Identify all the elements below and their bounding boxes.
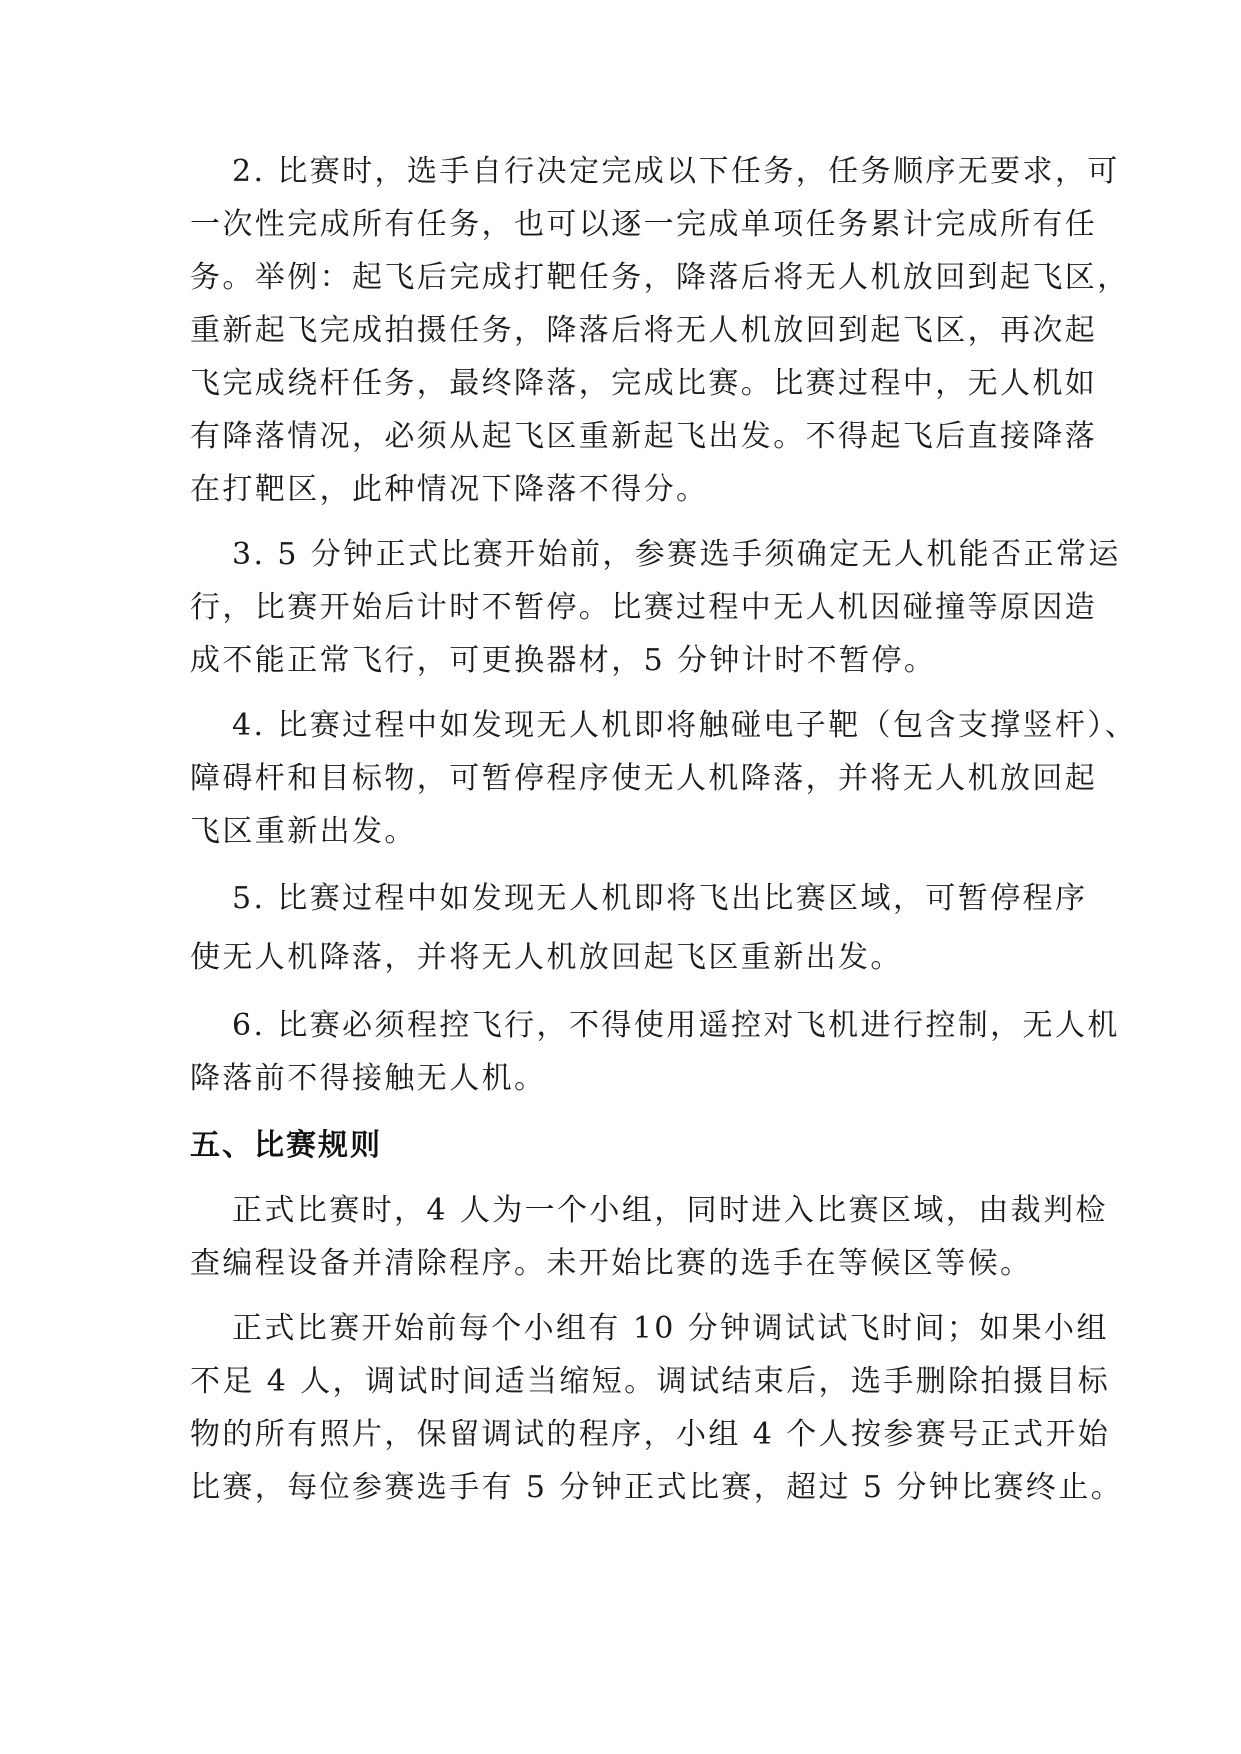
item-5-line-1: 5. 比赛过程中如发现无人机即将飞出比赛区域，可暂停程序: [232, 881, 1088, 916]
item-6-line-1: 6. 比赛必须程控飞行，不得使用遥控对飞机进行控制，无人机: [232, 1008, 1120, 1043]
item-2-line-4: 重新起飞完成拍摄任务，降落后将无人机放回到起飞区，再次起: [190, 313, 1098, 348]
item-2-line-7: 在打靶区，此种情况下降落不得分。: [190, 472, 709, 507]
item-3-line-1: 3. 5 分钟正式比赛开始前，参赛选手须确定无人机能否正常运: [232, 537, 1121, 572]
item-2-line-5: 飞完成绕杆任务，最终降落，完成比赛。比赛过程中，无人机如: [190, 366, 1098, 401]
rules-para-1-line-2: 查编程设备并清除程序。未开始比赛的选手在等候区等候。: [190, 1246, 1033, 1281]
item-2-line-2: 一次性完成所有任务，也可以逐一完成单项任务累计完成所有任: [190, 207, 1098, 242]
item-3-line-2: 行，比赛开始后计时不暂停。比赛过程中无人机因碰撞等原因造: [190, 590, 1098, 625]
section-heading: 五、比赛规则: [190, 1128, 382, 1163]
rules-para-1-line-1: 正式比赛时，4 人为一个小组，同时进入比赛区域，由裁判检: [232, 1193, 1108, 1228]
item-2-line-1: 2. 比赛时，选手自行决定完成以下任务，任务顺序无要求，可: [232, 154, 1120, 189]
item-6-line-2: 降落前不得接触无人机。: [190, 1061, 547, 1096]
item-4-line-2: 障碍杆和目标物，可暂停程序使无人机降落，并将无人机放回起: [190, 761, 1098, 796]
item-2-line-3: 务。举例：起飞后完成打靶任务，降落后将无人机放回到起飞区，: [190, 260, 1130, 295]
item-3-line-3: 成不能正常飞行，可更换器材，5 分钟计时不暂停。: [190, 643, 937, 678]
rules-para-2-line-3: 物的所有照片，保留调试的程序，小组 4 个人按参赛号正式开始: [190, 1417, 1111, 1452]
item-4-line-1: 4. 比赛过程中如发现无人机即将触碰电子靶（包含支撑竖杆）、: [232, 708, 1138, 743]
rules-para-2-line-4: 比赛，每位参赛选手有 5 分钟正式比赛，超过 5 分钟比赛终止。: [190, 1470, 1124, 1505]
rules-para-2-line-1: 正式比赛开始前每个小组有 10 分钟调试试飞时间；如果小组: [232, 1311, 1109, 1346]
rules-para-2-line-2: 不足 4 人，调试时间适当缩短。调试结束后，选手删除拍摄目标: [190, 1364, 1111, 1399]
item-4-line-3: 飞区重新出发。: [190, 814, 417, 849]
item-5-line-2: 使无人机降落，并将无人机放回起飞区重新出发。: [190, 940, 903, 975]
item-2-line-6: 有降落情况，必须从起飞区重新起飞出发。不得起飞后直接降落: [190, 419, 1098, 454]
